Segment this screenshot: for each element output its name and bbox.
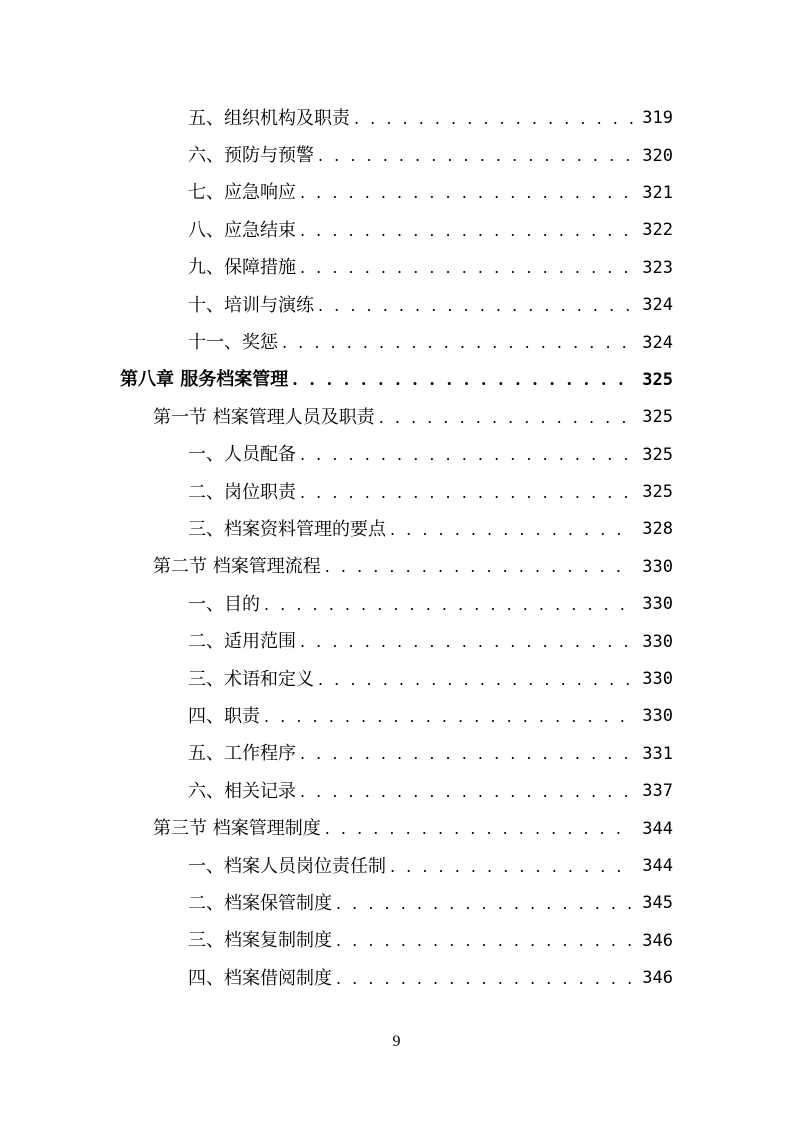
toc-entry-page: 344 [642,856,673,876]
toc-entry-item[interactable] [0,736,793,773]
toc-leader-dots [318,148,633,164]
toc-entry-title: 二、岗位职责 [188,481,296,503]
toc-entry-chapter[interactable] [0,362,793,399]
toc-entry-item[interactable] [0,250,793,287]
toc-entry-section[interactable] [0,810,793,847]
toc-entry-page: 337 [642,781,673,802]
toc-entry-item[interactable] [0,474,793,511]
toc-entry-title: 八、应急结束 [188,219,296,241]
toc-entry-page: 325 [642,407,673,428]
toc-entry-page: 331 [642,743,673,764]
toc-entry-page: 330 [642,669,673,690]
toc-entry-title: 第一节 档案管理人员及职责 [153,406,375,428]
toc-entry-title: 十一、奖惩 [188,332,278,354]
toc-leader-dots [300,746,633,762]
toc-leader-dots [300,634,633,650]
toc-entry-title: 七、应急响应 [188,182,296,204]
toc-entry-title: 第二节 档案管理流程 [153,556,321,578]
toc-entry-page: 321 [642,182,673,203]
toc-leader-dots [300,447,633,463]
toc-entry-item[interactable] [0,175,793,212]
toc-entry-item[interactable] [0,100,793,137]
toc-leader-dots [282,335,633,351]
page-number: 9 [392,1033,401,1050]
toc-entry-item[interactable] [0,287,793,324]
toc-entry-page: 320 [642,145,673,166]
toc-entry-title: 一、目的 [188,593,260,615]
toc-entry-item[interactable] [0,848,793,885]
toc-entry-item[interactable] [0,885,793,922]
toc-entry-page: 325 [642,444,673,465]
toc-entry-title: 三、档案复制制度 [188,930,332,952]
toc-entry-title: 三、档案资料管理的要点 [188,518,386,540]
toc-entry-title: 九、保障措施 [188,257,296,279]
toc-entry-page: 330 [642,631,673,652]
toc-entry-page: 346 [642,968,673,989]
toc-leader-dots [300,485,633,501]
toc-entry-page: 330 [642,594,673,615]
toc-entry-title: 四、档案借阅制度 [188,967,332,989]
table-of-contents [0,100,793,997]
toc-entry-page: 346 [642,930,673,951]
toc-entry-page: 345 [642,893,673,914]
toc-entry-page: 325 [642,482,673,503]
toc-entry-title: 三、术语和定义 [188,668,314,690]
toc-entry-page: 324 [642,332,673,353]
toc-leader-dots [390,522,633,538]
toc-leader-dots [292,372,633,388]
toc-entry-section[interactable] [0,549,793,586]
toc-entry-page: 330 [642,556,673,577]
toc-leader-dots [354,111,633,127]
toc-entry-title: 第三节 档案管理制度 [153,818,321,840]
toc-entry-item[interactable] [0,137,793,174]
toc-entry-item[interactable] [0,623,793,660]
toc-entry-title: 第八章 服务档案管理 [120,369,289,391]
toc-entry-page: 344 [642,818,673,839]
toc-entry-page: 330 [642,706,673,727]
toc-entry-item[interactable] [0,586,793,623]
toc-entry-item[interactable] [0,437,793,474]
toc-leader-dots [318,672,633,688]
toc-entry-item[interactable] [0,212,793,249]
toc-entry-title: 六、相关记录 [188,780,296,802]
toc-leader-dots [379,410,633,426]
toc-leader-dots [264,709,633,725]
toc-entry-page: 324 [642,295,673,316]
toc-entry-page: 328 [642,519,673,540]
toc-leader-dots [300,260,633,276]
toc-leader-dots [336,896,633,912]
toc-leader-dots [336,971,633,987]
toc-leader-dots [300,784,633,800]
toc-entry-page: 325 [642,369,673,390]
toc-entry-title: 二、档案保管制度 [188,892,332,914]
toc-leader-dots [318,298,633,314]
toc-entry-item[interactable] [0,511,793,548]
toc-leader-dots [325,559,633,575]
toc-entry-title: 五、工作程序 [188,743,296,765]
toc-entry-item[interactable] [0,773,793,810]
toc-entry-title: 五、组织机构及职责 [188,107,350,129]
toc-entry-item[interactable] [0,661,793,698]
toc-entry-title: 二、适用范围 [188,631,296,653]
toc-entry-section[interactable] [0,399,793,436]
toc-entry-title: 一、档案人员岗位责任制 [188,855,386,877]
toc-leader-dots [264,597,633,613]
toc-leader-dots [390,859,633,875]
toc-leader-dots [300,223,633,239]
toc-entry-page: 319 [642,108,673,129]
toc-entry-item[interactable] [0,324,793,361]
toc-leader-dots [336,933,633,949]
toc-leader-dots [325,821,633,837]
toc-entry-item[interactable] [0,960,793,997]
toc-entry-page: 322 [642,220,673,241]
toc-entry-title: 一、人员配备 [188,444,296,466]
toc-entry-title: 十、培训与演练 [188,294,314,316]
toc-entry-item[interactable] [0,698,793,735]
toc-entry-page: 323 [642,257,673,278]
toc-leader-dots [300,185,633,201]
toc-entry-title: 四、职责 [188,705,260,727]
toc-entry-item[interactable] [0,923,793,960]
toc-entry-title: 六、预防与预警 [188,145,314,167]
